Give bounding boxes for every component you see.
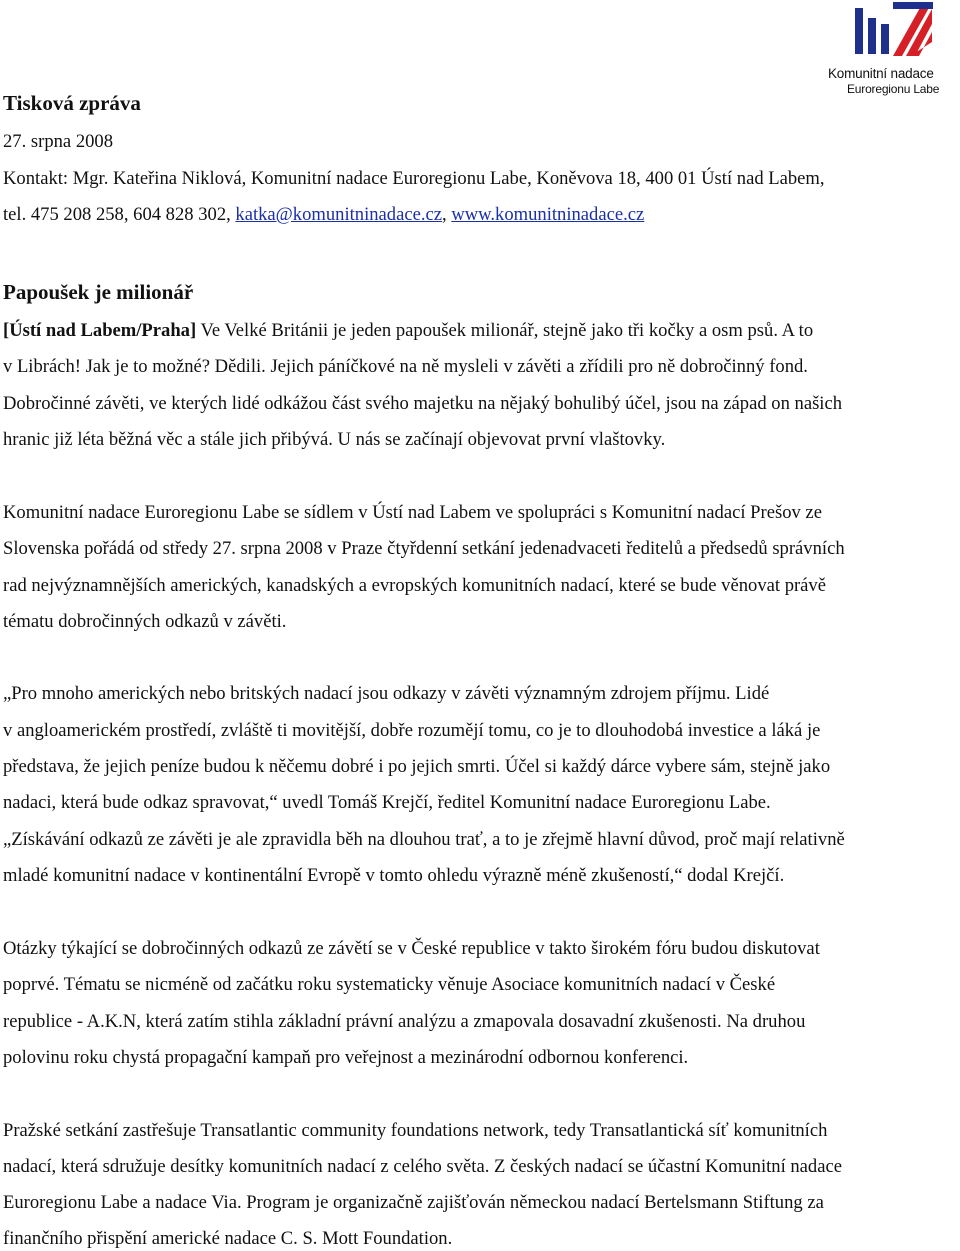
paragraph-line: „Pro mnoho amerických nebo britských nadací jsou odkazy v závěti významným zdrojem příjmu. Lidé — [3, 683, 770, 704]
paragraph-line: tématu dobročinných odkazů v závěti. — [3, 611, 287, 632]
paragraph-line: v angloamerickém prostředí, zvláště ti movitější, dobře rozumějí tomu, co je to dlouhodobá investice a láká je — [3, 720, 821, 741]
paragraph-line: Slovenska pořádá od středy 27. srpna 2008 v Praze čtyřdenní setkání jedenadvaceti ředitelů a předsedů správních — [3, 538, 845, 559]
paragraph-line: mladé komunitní nadace v kontinentální Evropě v tomto ohledu výrazně méně zkušeností,“ dodal Krejčí. — [3, 865, 785, 886]
paragraph-line: představa, že jejich peníze budou k něčemu dobré i po jejich smrti. Účel si každý dárce vybere sám, stejně jako — [3, 756, 831, 777]
paragraph-line: hranic již léta běžná věc a stále jich přibývá. U nás se začínají objevovat první vlaštovky. — [3, 429, 666, 450]
contact-phone: tel. 475 208 258, 604 828 302, — [3, 204, 231, 225]
paragraph-line: „Získávání odkazů ze závěti je ale zpravidla běh na dlouhou trať, a to je zřejmě hlavní důvod, proč mají relativně — [3, 829, 845, 850]
paragraph-line: Euroregionu Labe a nadace Via. Program je organizačně zajišťován německou nadací Bertelsmann Stiftung za — [3, 1192, 824, 1213]
dateline: [Ústí nad Labem/Praha] — [3, 320, 197, 341]
article-headline: Papoušek je milionář — [3, 280, 194, 304]
document-title: Tisková zpráva — [3, 91, 141, 115]
website-link[interactable]: www.komunitninadace.cz — [451, 204, 645, 225]
paragraph-line: Pražské setkání zastřešuje Transatlantic community foundations network, tedy Transatlantická síť komunitních — [3, 1120, 828, 1141]
paragraph-text: Ve Velké Británii je jeden papoušek milionář, stejně jako tři kočky a osm psů. A to — [196, 320, 814, 341]
paragraph-line: poprvé. Tématu se nicméně od začátku roku systematicky věnuje Asociace komunitních nadací v České — [3, 974, 776, 995]
paragraph-line: nadaci, která bude odkaz spravovat,“ uvedl Tomáš Krejčí, ředitel Komunitní nadace Euroregionu Labe. — [3, 792, 771, 813]
paragraph-line: rad nejvýznamnějších amerických, kanadských a evropských komunitních nadací, které se bude věnovat právě — [3, 575, 826, 596]
contact-links-line — [3, 204, 644, 226]
email-link[interactable]: katka@komunitninadace.cz — [235, 204, 443, 225]
logo-org-name: Komunitní nadace — [828, 66, 934, 81]
paragraph-line: v Librách! Jak je to možné? Dědili. Jejich páníčkové na ně mysleli v závěti a zřídili pro ně dobročinný fond. — [3, 356, 808, 377]
release-date: 27. srpna 2008 — [3, 131, 114, 152]
paragraph-line: finančního přispění americké nadace C. S. Mott Foundation. — [3, 1228, 453, 1249]
logo-mark-icon — [826, 2, 960, 62]
contact-separator: , — [442, 204, 447, 225]
paragraph-line: Otázky týkající se dobročinných odkazů ze závětí se v České republice v takto širokém fóru budou diskutovat — [3, 938, 820, 959]
paragraph-line — [3, 320, 813, 342]
logo — [826, 2, 960, 98]
paragraph-line: republice - A.K.N, která zatím stihla základní právní analýzu a zmapovala dosavadní zkušenosti. Na druhou — [3, 1011, 806, 1032]
paragraph-line: Dobročinné závěti, ve kterých lidé odkážou část svého majetku na nějaký bohulibý účel, jsou na západ on našich — [3, 393, 843, 414]
paragraph-line: Komunitní nadace Euroregionu Labe se sídlem v Ústí nad Labem ve spolupráci s Komunitní nadací Prešov ze — [3, 502, 822, 523]
paragraph-line: polovinu roku chystá propagační kampaň pro veřejnost a mezinárodní odbornou konferenci. — [3, 1047, 689, 1068]
contact-line: Kontakt: Mgr. Kateřina Niklová, Komunitní nadace Euroregionu Labe, Koněvova 18, 400 01 Ústí nad Labem, — [3, 168, 825, 189]
logo-org-region: Euroregionu Labe — [847, 82, 940, 96]
paragraph-line: nadací, která sdružuje desítky komunitních nadací z celého světa. Z českých nadací se účastní Komunitní nadace — [3, 1156, 842, 1177]
